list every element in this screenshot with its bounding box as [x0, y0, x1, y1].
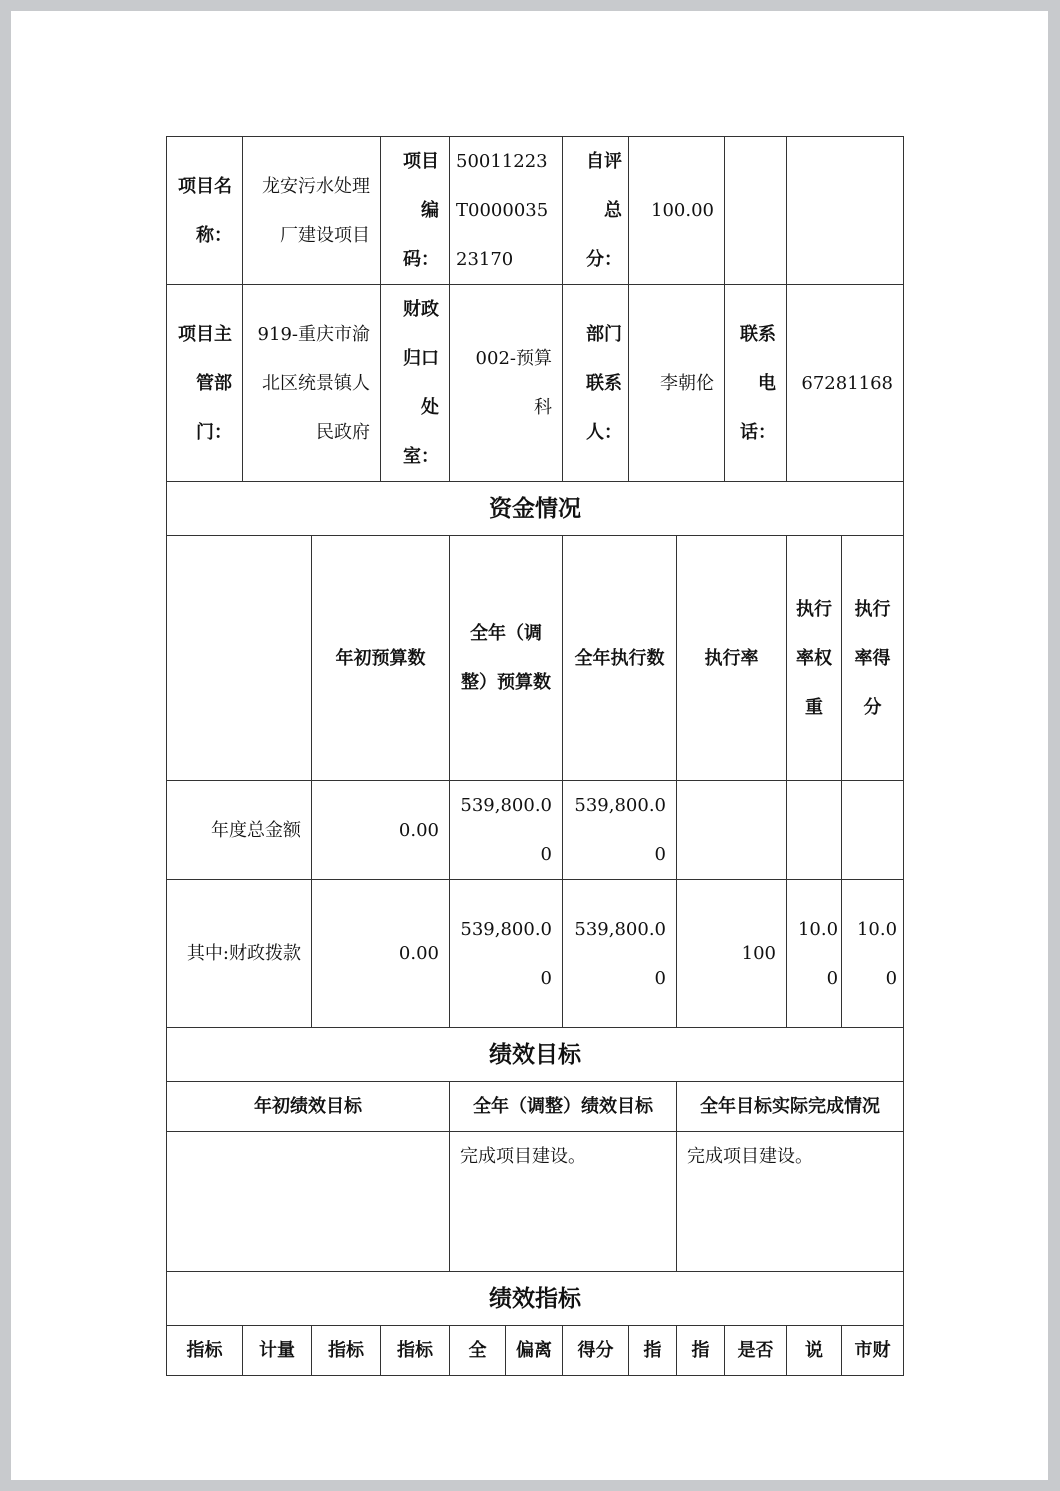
indicators-section-row	[167, 1272, 904, 1326]
goals-section-row	[167, 1028, 904, 1082]
department-value: 919-重庆市渝北区统景镇人民政府	[243, 285, 381, 482]
funds-header-blank	[167, 536, 312, 781]
indicators-header-row	[167, 1326, 904, 1376]
indicator-header-cell: 市财	[842, 1326, 904, 1376]
funds-weight-value: 10.00	[787, 880, 842, 1028]
indicator-header-cell: 全	[450, 1326, 506, 1376]
funds-header-executed: 全年执行数	[563, 536, 677, 781]
phone-value: 67281168	[787, 285, 904, 482]
goals-initial-text	[167, 1132, 450, 1272]
indicator-header-cell: 指标	[167, 1326, 243, 1376]
department-label: 项目主管部门：	[167, 285, 243, 482]
funds-weight-value	[787, 781, 842, 880]
indicator-header-cell: 说	[787, 1326, 842, 1376]
funds-row-label: 年度总金额	[167, 781, 312, 880]
goals-content-row	[167, 1132, 904, 1272]
phone-label: 联系电话：	[725, 285, 787, 482]
funds-initial-value: 0.00	[312, 781, 450, 880]
funds-adjusted-value: 539,800.00	[450, 880, 563, 1028]
funds-row-fiscal	[167, 880, 904, 1028]
funds-executed-value: 539,800.00	[563, 880, 677, 1028]
indicators-section-title: 绩效指标	[167, 1272, 904, 1326]
funds-section-title: 资金情况	[167, 482, 904, 536]
project-info-row	[167, 137, 904, 285]
project-code-value: 50011223T000003523170	[450, 137, 563, 285]
indicator-header-cell: 指标	[312, 1326, 381, 1376]
blank-cell	[787, 137, 904, 285]
funds-header-score: 执行率得分	[842, 536, 904, 781]
funds-header-rate: 执行率	[677, 536, 787, 781]
funds-score-value	[842, 781, 904, 880]
funds-score-value: 10.00	[842, 880, 904, 1028]
indicator-header-cell: 指	[677, 1326, 725, 1376]
funds-rate-value: 100	[677, 880, 787, 1028]
goals-header-initial: 年初绩效目标	[167, 1082, 450, 1132]
finance-office-value: 002-预算科	[450, 285, 563, 482]
funds-row-total	[167, 781, 904, 880]
funds-rate-value	[677, 781, 787, 880]
goals-section-title: 绩效目标	[167, 1028, 904, 1082]
goals-adjusted-text: 完成项目建设。	[450, 1132, 677, 1272]
indicator-header-cell: 得分	[563, 1326, 629, 1376]
blank-cell	[725, 137, 787, 285]
goals-header-actual: 全年目标实际完成情况	[677, 1082, 904, 1132]
funds-adjusted-value: 539,800.00	[450, 781, 563, 880]
funds-executed-value: 539,800.00	[563, 781, 677, 880]
contact-person-label: 部门联系人：	[563, 285, 629, 482]
self-score-label: 自评总分：	[563, 137, 629, 285]
self-score-value: 100.00	[629, 137, 725, 285]
funds-header-adjusted: 全年（调整）预算数	[450, 536, 563, 781]
indicator-header-cell: 偏离	[506, 1326, 563, 1376]
performance-evaluation-form	[166, 136, 904, 1376]
indicator-header-cell: 计量	[243, 1326, 312, 1376]
contact-person-value: 李朝伦	[629, 285, 725, 482]
funds-header-initial: 年初预算数	[312, 536, 450, 781]
indicator-header-cell: 指标	[381, 1326, 450, 1376]
funds-initial-value: 0.00	[312, 880, 450, 1028]
funds-section-row	[167, 482, 904, 536]
funds-row-label: 其中:财政拨款	[167, 880, 312, 1028]
indicator-header-cell: 指	[629, 1326, 677, 1376]
goals-actual-text: 完成项目建设。	[677, 1132, 904, 1272]
project-name-label: 项目名称：	[167, 137, 243, 285]
department-info-row	[167, 285, 904, 482]
project-name-value: 龙安污水处理厂建设项目	[243, 137, 381, 285]
indicator-header-cell: 是否	[725, 1326, 787, 1376]
finance-office-label: 财政归口处室：	[381, 285, 450, 482]
project-code-label: 项目编码：	[381, 137, 450, 285]
goals-header-row	[167, 1082, 904, 1132]
funds-header-row	[167, 536, 904, 781]
goals-header-adjusted: 全年（调整）绩效目标	[450, 1082, 677, 1132]
funds-header-weight: 执行率权重	[787, 536, 842, 781]
